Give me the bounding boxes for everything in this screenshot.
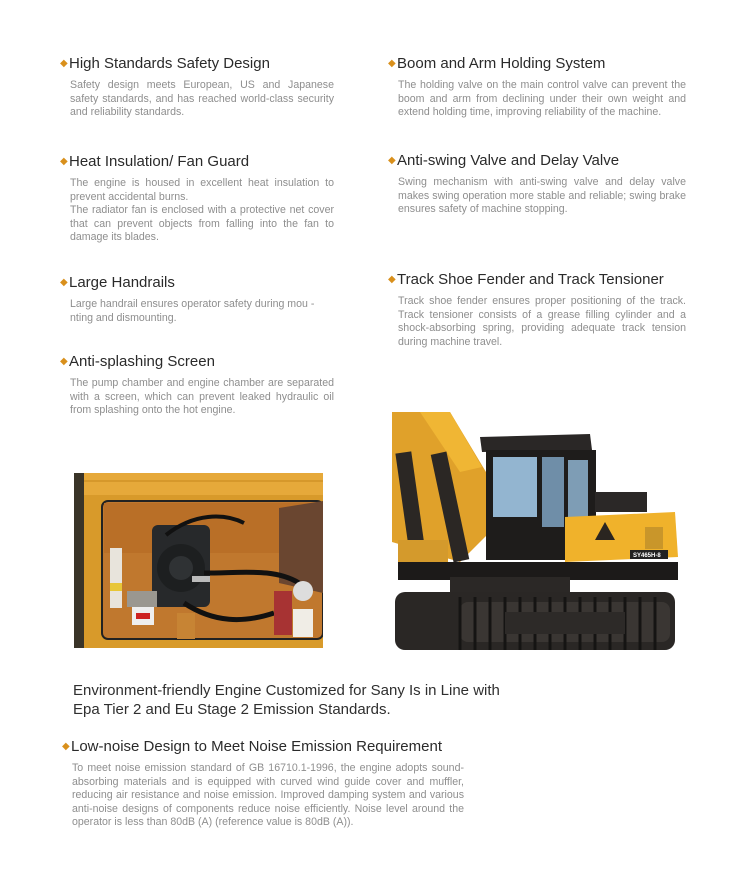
feature-large-handrails	[60, 274, 334, 325]
feature-title: ◆Boom and Arm Holding System	[388, 55, 606, 72]
engine-statement-heading: Environment-friendly Engine Customized for Sany Is in Line with Epa Tier 2 and Eu Stage 2 Emission Standards.	[73, 682, 500, 718]
feature-anti-splashing	[60, 353, 334, 418]
feature-title: ◆Large Handrails	[60, 274, 175, 291]
feature-high-standards-safety	[60, 55, 334, 120]
feature-body: The pump chamber and engine chamber are separated with a screen, which can prevent leaked hydraulic oil from splashing onto the hot engine.	[70, 377, 334, 417]
diamond-bullet-icon: ◆	[60, 356, 68, 367]
feature-body: Swing mechanism with anti-swing valve and delay valve makes swing operation more stable and reliable; swing brake ensures safety of machine stopping.	[398, 176, 686, 216]
feature-title: ◆Track Shoe Fender and Track Tensioner	[388, 271, 664, 288]
feature-boom-arm-holding	[388, 55, 686, 120]
feature-title: ◆Heat Insulation/ Fan Guard	[60, 153, 250, 170]
feature-body: The radiator fan is enclosed with a protective net cover that can prevent objects from falling into the fan to damage its blades.	[70, 204, 334, 244]
feature-title: ◆Anti-splashing Screen	[60, 353, 215, 370]
pump-chamber-image	[74, 473, 323, 648]
feature-low-noise	[62, 738, 464, 830]
feature-title: ◆Low-noise Design to Meet Noise Emission Requirement	[62, 738, 443, 755]
feature-title: ◆Anti-swing Valve and Delay Valve	[388, 152, 620, 169]
diamond-bullet-icon: ◆	[388, 58, 396, 69]
feature-heat-insulation	[60, 153, 334, 245]
diamond-bullet-icon: ◆	[388, 155, 396, 166]
diamond-bullet-icon: ◆	[60, 277, 68, 288]
feature-title: ◆High Standards Safety Design	[60, 55, 270, 72]
diamond-bullet-icon: ◆	[388, 274, 396, 285]
feature-body: Large handrail ensures operator safety during mou -nting and dismounting.	[70, 298, 315, 324]
excavator-illustration	[390, 412, 680, 654]
model-badge: SY465H-8	[633, 553, 661, 559]
diamond-bullet-icon: ◆	[62, 741, 70, 752]
excavator-image	[390, 412, 680, 654]
diamond-bullet-icon: ◆	[60, 156, 68, 167]
feature-anti-swing	[388, 152, 686, 217]
diamond-bullet-icon: ◆	[60, 58, 68, 69]
feature-body: The holding valve on the main control valve can prevent the boom and arm from declining under their own weight and extend holding time, improving reliability of the machine.	[398, 79, 686, 119]
feature-body: To meet noise emission standard of GB 16710.1-1996, the engine adopts sound-absorbing materials and is equipped with curved wind guide cover and muffler, reducing air resistance and noise emission. Improved damping system and various anti-noise designs of components reduce noise efficiently. Noise level around the operator is less than 80dB (A) (reference value is 80dB (A)).	[72, 762, 464, 829]
pump-chamber-illustration	[74, 473, 323, 648]
feature-body: The engine is housed in excellent heat insulation to prevent accidental burns.	[70, 177, 334, 203]
feature-body: Safety design meets European, US and Japanese safety standards, and has reached world-class security and reliability standards.	[70, 79, 334, 119]
feature-track-shoe	[388, 271, 686, 349]
feature-body: Track shoe fender ensures proper positioning of the track. Track tensioner consists of a grease filling cylinder and a shock-absorbing spring, providing adequate track tension during machine travel.	[398, 295, 686, 348]
